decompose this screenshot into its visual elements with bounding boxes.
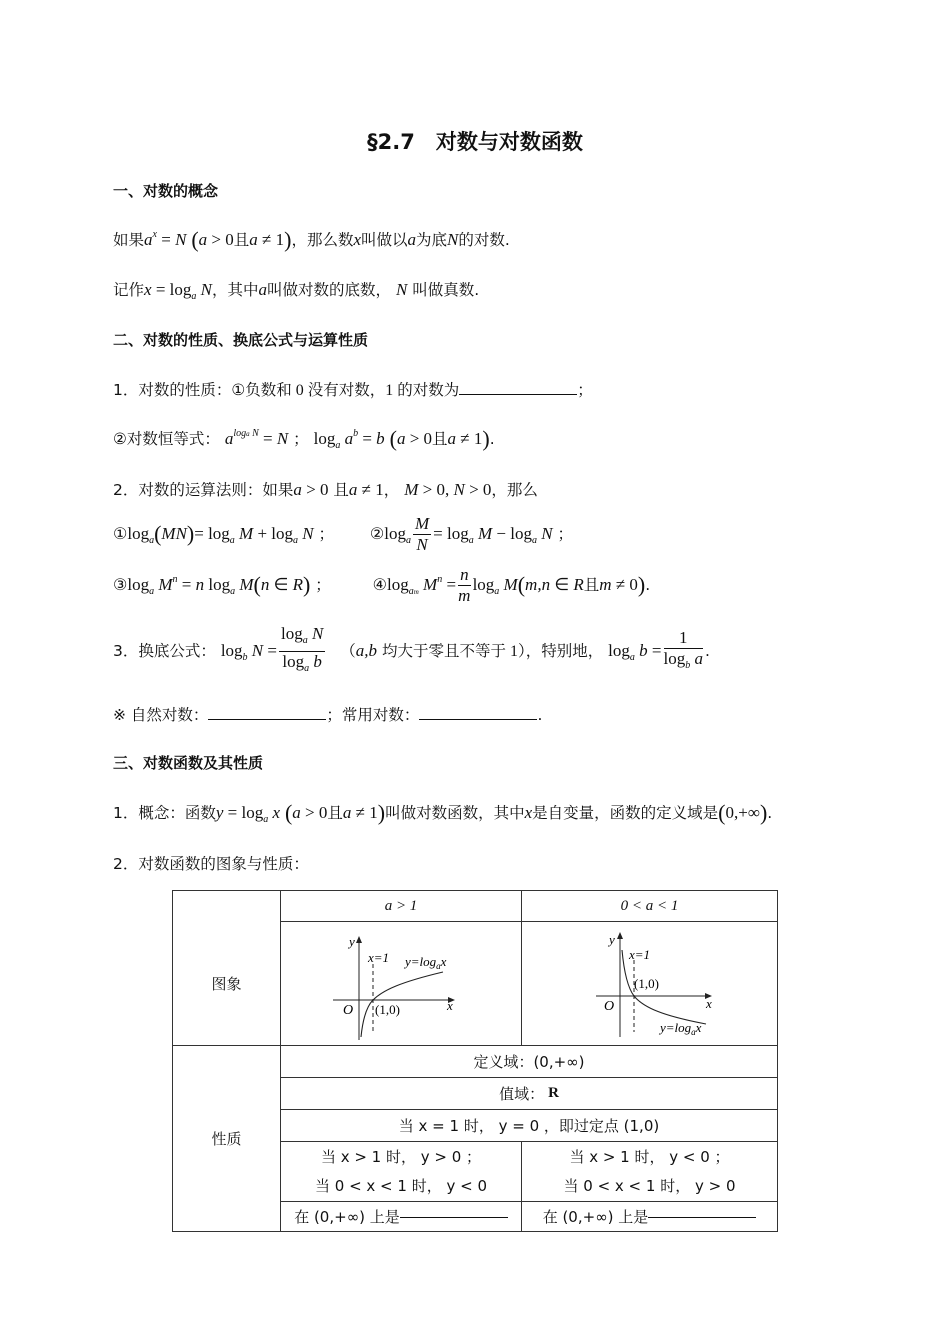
- natural-common-log-line: ※ 自然对数： ；常用对数： .: [113, 706, 543, 724]
- rule-1-2-line: $①\log_a(MN)= \log_a M + \log_a N$ ； $②\log_a$ $\frac{M}{N}$ = $\log_a M - \log_a N$ ；: [113, 514, 573, 554]
- line-label: x=1: [629, 947, 651, 962]
- x-label: x: [706, 996, 712, 1011]
- y-axis-arrow: [356, 936, 362, 943]
- rules-line: 2．对数的运算法则：如果a > 0 且a ≠ 1， M > 0, N > 0，那么: [113, 480, 538, 499]
- y-axis-arrow: [617, 932, 623, 939]
- graph-a-greater-1: [281, 922, 521, 1045]
- domain-cell: 定义域：(0,+∞): [473, 1053, 585, 1071]
- point-label: (1,0): [634, 976, 659, 991]
- origin-label: O: [604, 999, 615, 1014]
- curve-label: $y=\log_ax$: [660, 1020, 702, 1037]
- log-function-concept-line: 1．概念：函数$y = \log_a x$ (a > 0且a ≠ 1)叫做对数函数，其中x是自变量，函数的定义域是(0,+∞).: [113, 800, 773, 825]
- range-cell: 值域： R: [499, 1085, 559, 1103]
- monotonic-cell-left: 在 (0,+∞) 上是: [281, 1202, 521, 1231]
- fixed-point-cell: 当 x = 1 时， y = 0 ，即过定点 (1,0): [398, 1117, 660, 1135]
- header-a-between-0-1: 0 < a < 1: [620, 897, 679, 914]
- sign-cell-right: 当 x > 1 时， y < 0 ； 当 0 < x < 1 时， y > 0: [563, 1147, 736, 1195]
- identity-line: ②对数恒等式： $a^{loga N} = N$ ； $\log_a a^b = b$ (a > 0且a ≠ 1).: [113, 426, 495, 451]
- origin-label: O: [343, 1003, 354, 1018]
- graph-a-between-0-1: [522, 922, 777, 1045]
- row-label-properties: 性质: [211, 1130, 242, 1148]
- graph-properties-intro: 2．对数函数的图象与性质：: [113, 855, 309, 873]
- section-heading-2: 二、对数的性质、换底公式与运算性质: [113, 331, 369, 349]
- row-label-graph: 图象: [211, 975, 242, 993]
- monotonic-cell-right: 在 (0,+∞) 上是: [522, 1202, 777, 1231]
- curve-label: $y=\log_ax$: [405, 954, 447, 971]
- definition-line: 如果$a^x = N$ (a > 0且a ≠ 1)，那么数x叫做以a为底N的对数.: [113, 227, 510, 252]
- property-line: 1．对数的性质：①负数和 0 没有对数，1 的对数为 ；: [113, 381, 593, 399]
- y-label: y: [349, 934, 355, 949]
- log-function-table: [172, 890, 778, 1232]
- change-of-base-line: 3．换底公式： $\log_b N$ = $\frac{\log_a N}{\log_a b}$ （a,b 均大于零且不等于 1），特别地， $\log_a b$ = $\frac{1}{\log_b a}$ .: [113, 624, 710, 674]
- sign-cell-left: 当 x > 1 时， y > 0 ； 当 0 < x < 1 时， y < 0: [314, 1147, 487, 1195]
- y-label: y: [609, 932, 615, 947]
- page-title: §2.7 对数与对数函数: [367, 130, 583, 154]
- notation-line: 记作$x = \log_a N$，其中a叫做对数的底数， N 叫做真数.: [113, 280, 480, 302]
- point-label: (1,0): [375, 1002, 400, 1017]
- rule-3-4-line: $③\log_a$ $M^n = n$ $\log_a M(n$ ∈ R) ； $④\log_{am}$ $M^n$ = $\frac{n}{m}$ $\log_a M(m,n$ ∈ R且m ≠ 0).: [113, 565, 651, 605]
- section-heading-3: 三、对数函数及其性质: [113, 754, 264, 772]
- header-a-greater-1: a > 1: [384, 897, 418, 914]
- x-label: x: [447, 998, 453, 1013]
- line-label: x=1: [368, 950, 390, 965]
- section-heading-1: 一、对数的概念: [113, 182, 219, 200]
